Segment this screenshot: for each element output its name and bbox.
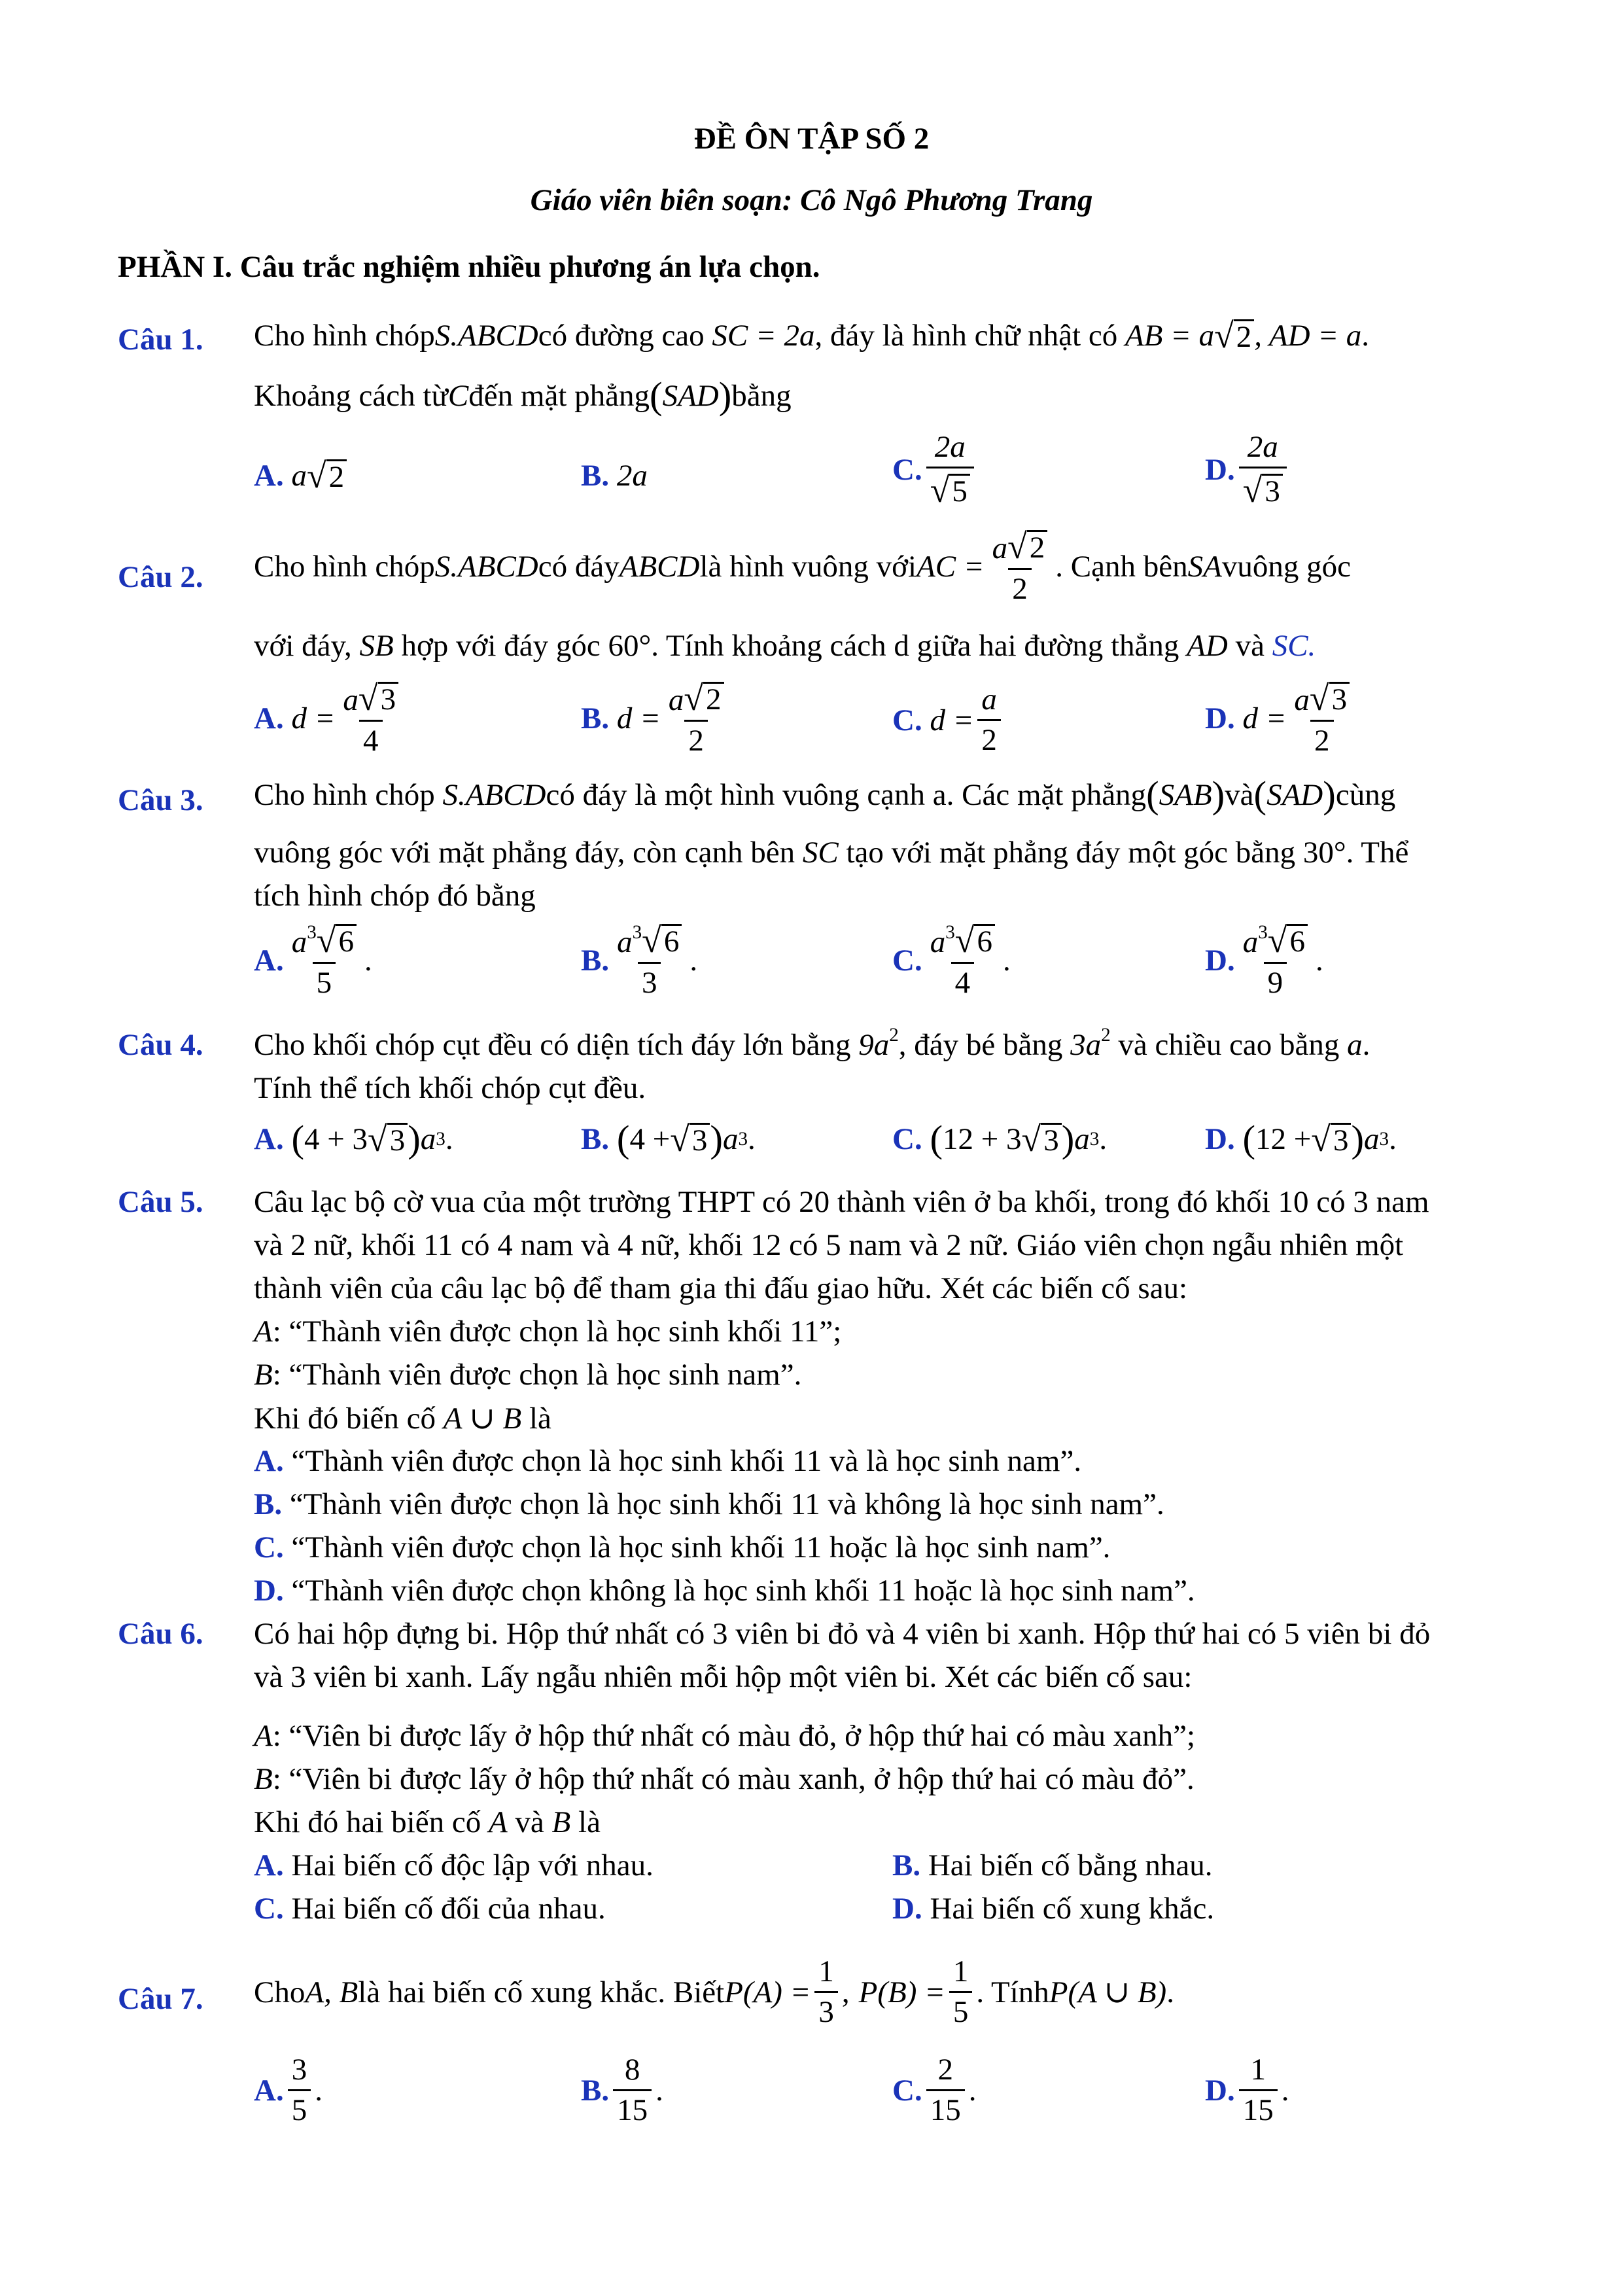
q5-option-c: C. “Thành viên được chọn là học sinh khối 11 hoặc là học sinh nam”. [254,1530,1111,1564]
q3-line-2: vuông góc với mặt phẳng đáy, còn cạnh bên SC tạo với mặt phẳng đáy một góc bằng 30°. Thể [254,836,1409,870]
q1-line-2: Khoảng cách từ C đến mặt phẳng ( SAD ) bằng [254,374,792,417]
q5-option-a: A. “Thành viên được chọn là học sinh khối 11 và là học sinh nam”. [254,1444,1082,1478]
q1-option-d: D. 2a √ 3 [1205,432,1291,508]
q7-option-c: C. $\frac{2}{15}$ . [892,2053,977,2127]
q7-option-d: D. $\frac{1}{15}$ . [1205,2053,1289,2127]
q4-option-c: C. ( 12 + 3 √ 3 ) a 3 . [892,1118,1108,1160]
q5-option-b: B. “Thành viên được chọn là học sinh khối 11 và không là học sinh nam”. [254,1487,1164,1521]
q6-option-b: B. Hai biến cố bằng nhau. [892,1848,1213,1882]
q1-option-a: A. a √ 2 [254,458,347,493]
q7-label: Câu 7. [118,1982,203,2016]
q3-option-d: D. $a^3$ √ 6 9 . [1205,921,1323,1000]
q6-line-1: Có hai hộp đựng bi. Hộp thứ nhất có 3 viên bi đỏ và 4 viên bi xanh. Hộp thứ hai có 5 viên bi đỏ [254,1617,1431,1651]
q4-line-1: Cho khối chóp cụt đều có diện tích đáy lớn bằng $9a^2$, đáy bé bằng $3a^2$ và chiều cao bằng a. [254,1025,1370,1062]
q3-option-c: C. $a^3$ √ 6 4 . [892,921,1011,1000]
q3-option-b: B. $a^3$ √ 6 3 . [581,921,698,1000]
q6-question: Khi đó hai biến cố A và B là [254,1805,601,1839]
q6-option-d: D. Hai biến cố xung khắc. [892,1892,1215,1926]
q6-line-2: và 3 viên bi xanh. Lấy ngẫu nhiên mỗi hộp một viên bi. Xét các biến cố sau: [254,1660,1193,1694]
q5-label: Câu 5. [118,1185,203,1219]
q6-event-a: A: “Viên bi được lấy ở hộp thứ nhất có màu đỏ, ở hộp thứ hai có màu xanh”; [254,1719,1196,1753]
q1-option-c: C. 2a √ 5 [892,432,978,508]
q4-option-d: D. ( 12 + √ 3 ) a 3 . [1205,1118,1397,1160]
q4-label: Câu 4. [118,1028,203,1062]
q5-line-1: Câu lạc bộ cờ vua của một trường THPT có 20 thành viên ở ba khối, trong đó khối 10 có 3 nam [254,1185,1429,1219]
q3-option-a: A. $a^3$ √ 6 5 . [254,921,372,1000]
q2-line-1: Cho hình chóp S.ABCD có đáy ABCD là hình vuông với AC = a √ 2 2 . Cạnh bên SA vuông góc [254,527,1351,607]
q6-label: Câu 6. [118,1617,203,1651]
q2-option-b: B. d = a √ 2 2 [581,680,732,756]
author-line: Giáo viên biên soạn: Cô Ngô Phương Trang [530,183,1093,217]
q6-event-b: B: “Viên bi được lấy ở hộp thứ nhất có màu xanh, ở hộp thứ hai có màu đỏ”. [254,1762,1195,1796]
q7-option-b: B. $\frac{8}{15}$ . [581,2053,663,2127]
q5-question: Khi đó biến cố A ∪ B là [254,1402,551,1436]
q5-event-b: B: “Thành viên được chọn là học sinh nam”. [254,1358,802,1392]
part-heading: PHẦN I. Câu trắc nghiệm nhiều phương án lựa chọn. [118,250,820,284]
q4-option-a: A. ( 4 + 3 √ 3 ) a 3 . [254,1118,453,1160]
q7-line-1: Cho A, B là hai biến cố xung khắc. Biết P(A) = $\frac{1}{3}$ , P(B) = $\frac{1}{5}$ . Tính P(A ∪ B) . [254,1954,1174,2029]
q4-option-b: B. ( 4 + √ 3 ) a 3 . [581,1118,756,1160]
q5-event-a: A: “Thành viên được chọn là học sinh khối 11”; [254,1315,842,1349]
q2-option-a: A. d = a √ 3 4 [254,680,406,756]
q1-option-b: B. 2a [581,459,648,493]
q2-line-2: với đáy, SB hợp với đáy góc 60°. Tính khoảng cách d giữa hai đường thẳng AD và SC. [254,629,1316,663]
q5-option-d: D. “Thành viên được chọn không là học sinh khối 11 hoặc là học sinh nam”. [254,1574,1195,1608]
q5-line-3: thành viên của câu lạc bộ để tham gia thi đấu giao hữu. Xét các biến cố sau: [254,1271,1188,1305]
q7-option-a: A. $\frac{3}{5}$ . [254,2053,323,2127]
q5-line-2: và 2 nữ, khối 11 có 4 nam và 4 nữ, khối 12 có 5 nam và 2 nữ. Giáo viên chọn ngẫu nhiên một [254,1228,1404,1262]
q3-line-3: tích hình chóp đó bằng [254,879,536,913]
exam-title: ĐỀ ÔN TẬP SỐ 2 [693,122,930,156]
q4-line-2: Tính thể tích khối chóp cụt đều. [254,1071,646,1105]
q1-label: Câu 1. [118,323,203,357]
q3-label: Câu 3. [118,783,203,817]
q6-option-a: A. Hai biến cố độc lập với nhau. [254,1848,654,1882]
q2-option-c: C. d = $\frac{a}{2}$ [892,684,1005,756]
q2-label: Câu 2. [118,560,203,594]
q1-line-1: Cho hình chóp S.ABCD có đường cao SC = 2a , đáy là hình chữ nhật có AB = a √ 2 , AD = a . [254,316,1370,355]
q3-line-1: Cho hình chóp S.ABCD có đáy là một hình vuông cạnh a. Các mặt phẳng ( SAB ) và ( SAD ) cùng [254,773,1396,816]
q2-option-d: D. d = a √ 3 2 [1205,680,1357,756]
q6-option-c: C. Hai biến cố đối của nhau. [254,1892,606,1926]
